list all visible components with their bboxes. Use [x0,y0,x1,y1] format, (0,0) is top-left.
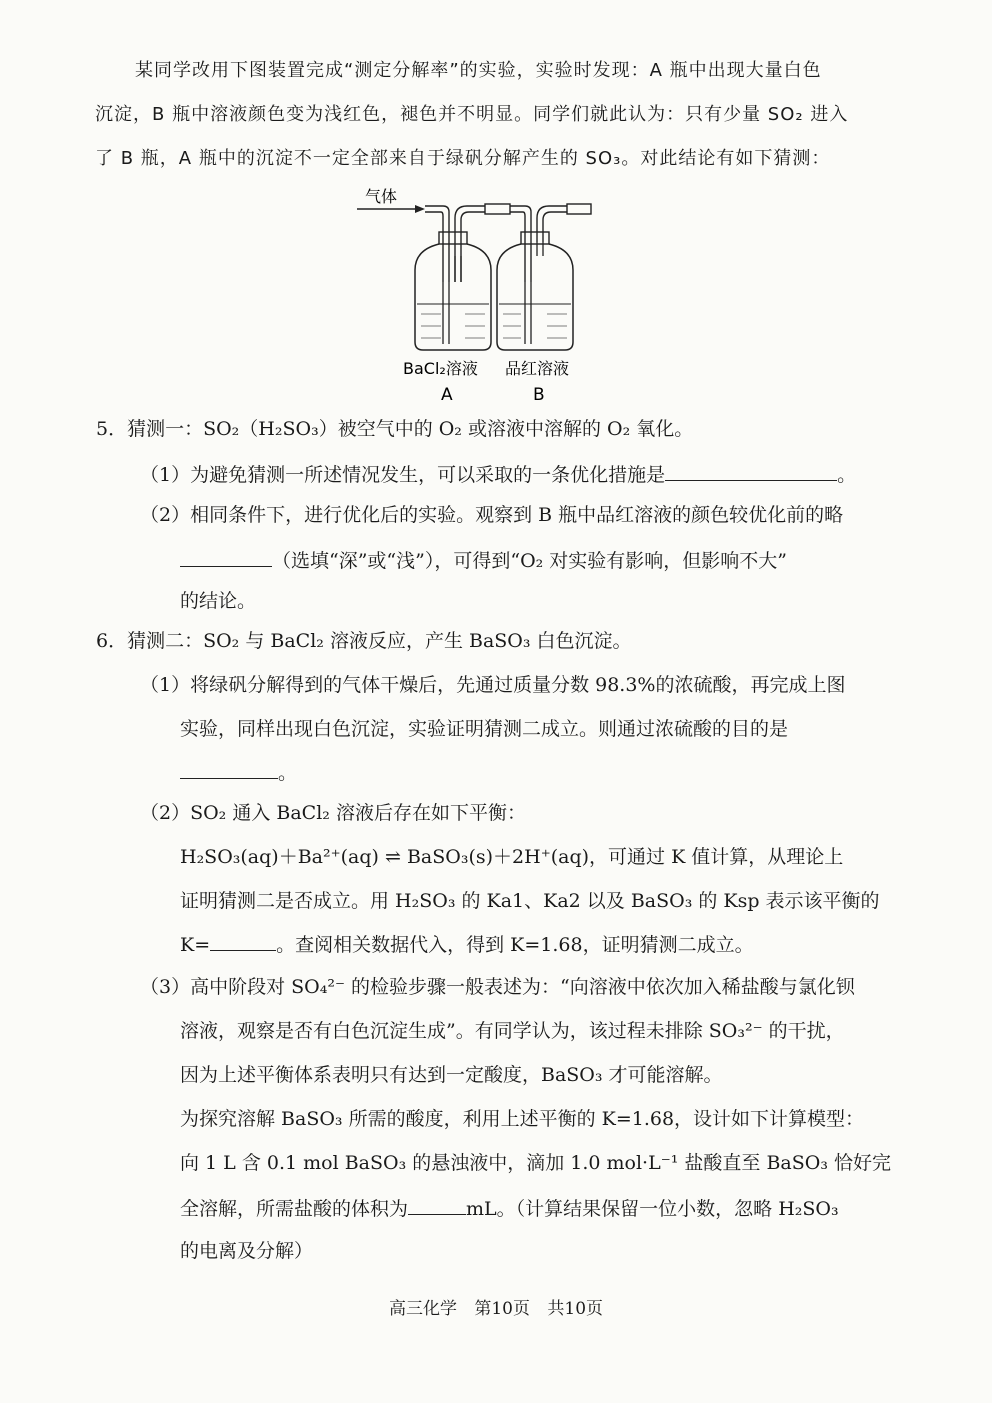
bottle-b [497,232,573,350]
q6-part2-line4 [180,930,754,958]
page-footer [0,1294,992,1319]
footer-page: 第10页 [474,1299,530,1319]
q6-part3-line6 [180,1194,839,1222]
bottle-a-label: A [441,385,453,405]
bottle-b-label: B [533,385,545,405]
q6-part1-line1: （1）将绿矾分解得到的气体干燥后，先通过质量分数 98.3%的浓硫酸，再完成上图 [140,674,846,696]
gas-label: 气体 [365,187,398,206]
bottle-a-solution-label: BaCl₂溶液 [403,359,478,378]
q5-stem: 5．猜测一：SO₂（H₂SO₃）被空气中的 O₂ 或溶液中溶解的 O₂ 氧化。 [96,418,694,440]
gas-arrow-head [415,205,425,213]
q6-part2-equation: H₂SO₃(aq)＋Ba²⁺(aq) ⇌ BaSO₃(s)＋2H⁺(aq)，可通过 K 值计算，从理论上 [180,846,844,868]
q6-stem: 6．猜测二：SO₂ 与 BaCl₂ 溶液反应，产生 BaSO₃ 白色沉淀。 [96,630,632,652]
answer-blank-q6-3[interactable] [408,1194,466,1215]
q5-part2-line2-text: （选填“深”或“浅”），可得到“O₂ 对实验有影响，但影响不大” [272,550,788,572]
answer-blank-q6-1[interactable] [180,758,278,779]
q6-part3-line6-post: mL。（计算结果保留一位小数，忽略 H₂SO₃ [466,1198,839,1220]
q6-part2-line3: 证明猜测二是否成立。用 H₂SO₃ 的 Ka1、Ka2 以及 BaSO₃ 的 Ksp 表示该平衡的 [180,890,880,912]
rubber-joint-2 [567,204,591,214]
q6-part3-line4: 为探究溶解 BaSO₃ 所需的酸度，利用上述平衡的 K=1.68，设计如下计算模型： [180,1108,865,1130]
intro-line-3: 了 B 瓶，A 瓶中的沉淀不一定全部来自于绿矾分解产生的 SO₃。对此结论有如下猜测： [95,148,831,169]
q5-part2-line1: （2）相同条件下，进行优化后的实验。观察到 B 瓶中品红溶液的颜色较优化前的略 [140,504,844,526]
q6-part3-line7: 的电离及分解） [180,1240,314,1262]
q6-part3-line2: 溶液，观察是否有白色沉淀生成”。有同学认为，该过程未排除 SO₃²⁻ 的干扰， [180,1020,845,1042]
q6-part3-line5: 向 1 L 含 0.1 mol BaSO₃ 的悬浊液中，滴加 1.0 mol·L⁻¹ 盐酸直至 BaSO₃ 恰好完 [180,1152,891,1174]
intro-line-1: 某同学改用下图装置完成“测定分解率”的实验，实验时发现：A 瓶中出现大量白色 [135,60,822,81]
q6-part2-line1: （2）SO₂ 通入 BaCl₂ 溶液后存在如下平衡： [140,802,526,824]
answer-blank-q5-1[interactable] [665,460,837,481]
rubber-joint-1 [485,204,510,214]
q6-part2-line4-post: 。查阅相关数据代入，得到 K=1.68，证明猜测二成立。 [276,934,754,956]
answer-blank-q5-2[interactable] [180,546,272,567]
bottle-a [415,232,491,350]
intro-line-2: 沉淀，B 瓶中溶液颜色变为浅红色，褪色并不明显。同学们就此认为：只有少量 SO₂ 进入 [95,104,849,125]
answer-blank-q6-2[interactable] [210,930,276,951]
q5-part1: （1）为避免猜测一所述情况发生，可以采取的一条优化措施是 。 [140,460,856,488]
q5-part1-text: （1）为避免猜测一所述情况发生，可以采取的一条优化措施是 [140,464,666,486]
q6-part1-line2: 实验，同样出现白色沉淀，实验证明猜测二成立。则通过浓硫酸的目的是 [180,718,789,740]
q5-part2-line2 [180,546,787,574]
q6-part3-line3: 因为上述平衡体系表明只有达到一定酸度，BaSO₃ 才可能溶解。 [180,1064,723,1086]
footer-subject: 高三化学 [388,1299,457,1319]
q6-part3-line6-pre: 全溶解，所需盐酸的体积为 [180,1198,409,1220]
q6-part3-line1: （3）高中阶段对 SO₄²⁻ 的检验步骤一般表述为：“向溶液中依次加入稀盐酸与氯化钡 [140,976,855,998]
bottle-b-solution-label: 品红溶液 [505,359,570,378]
q6-part2-line4-pre: K= [180,934,211,956]
outlet-tube-b [537,206,567,242]
q5-part2-line3: 的结论。 [180,590,257,612]
q6-part1-line3: 。 [180,758,297,786]
apparatus-diagram [355,182,615,407]
footer-total: 共10页 [547,1299,604,1319]
